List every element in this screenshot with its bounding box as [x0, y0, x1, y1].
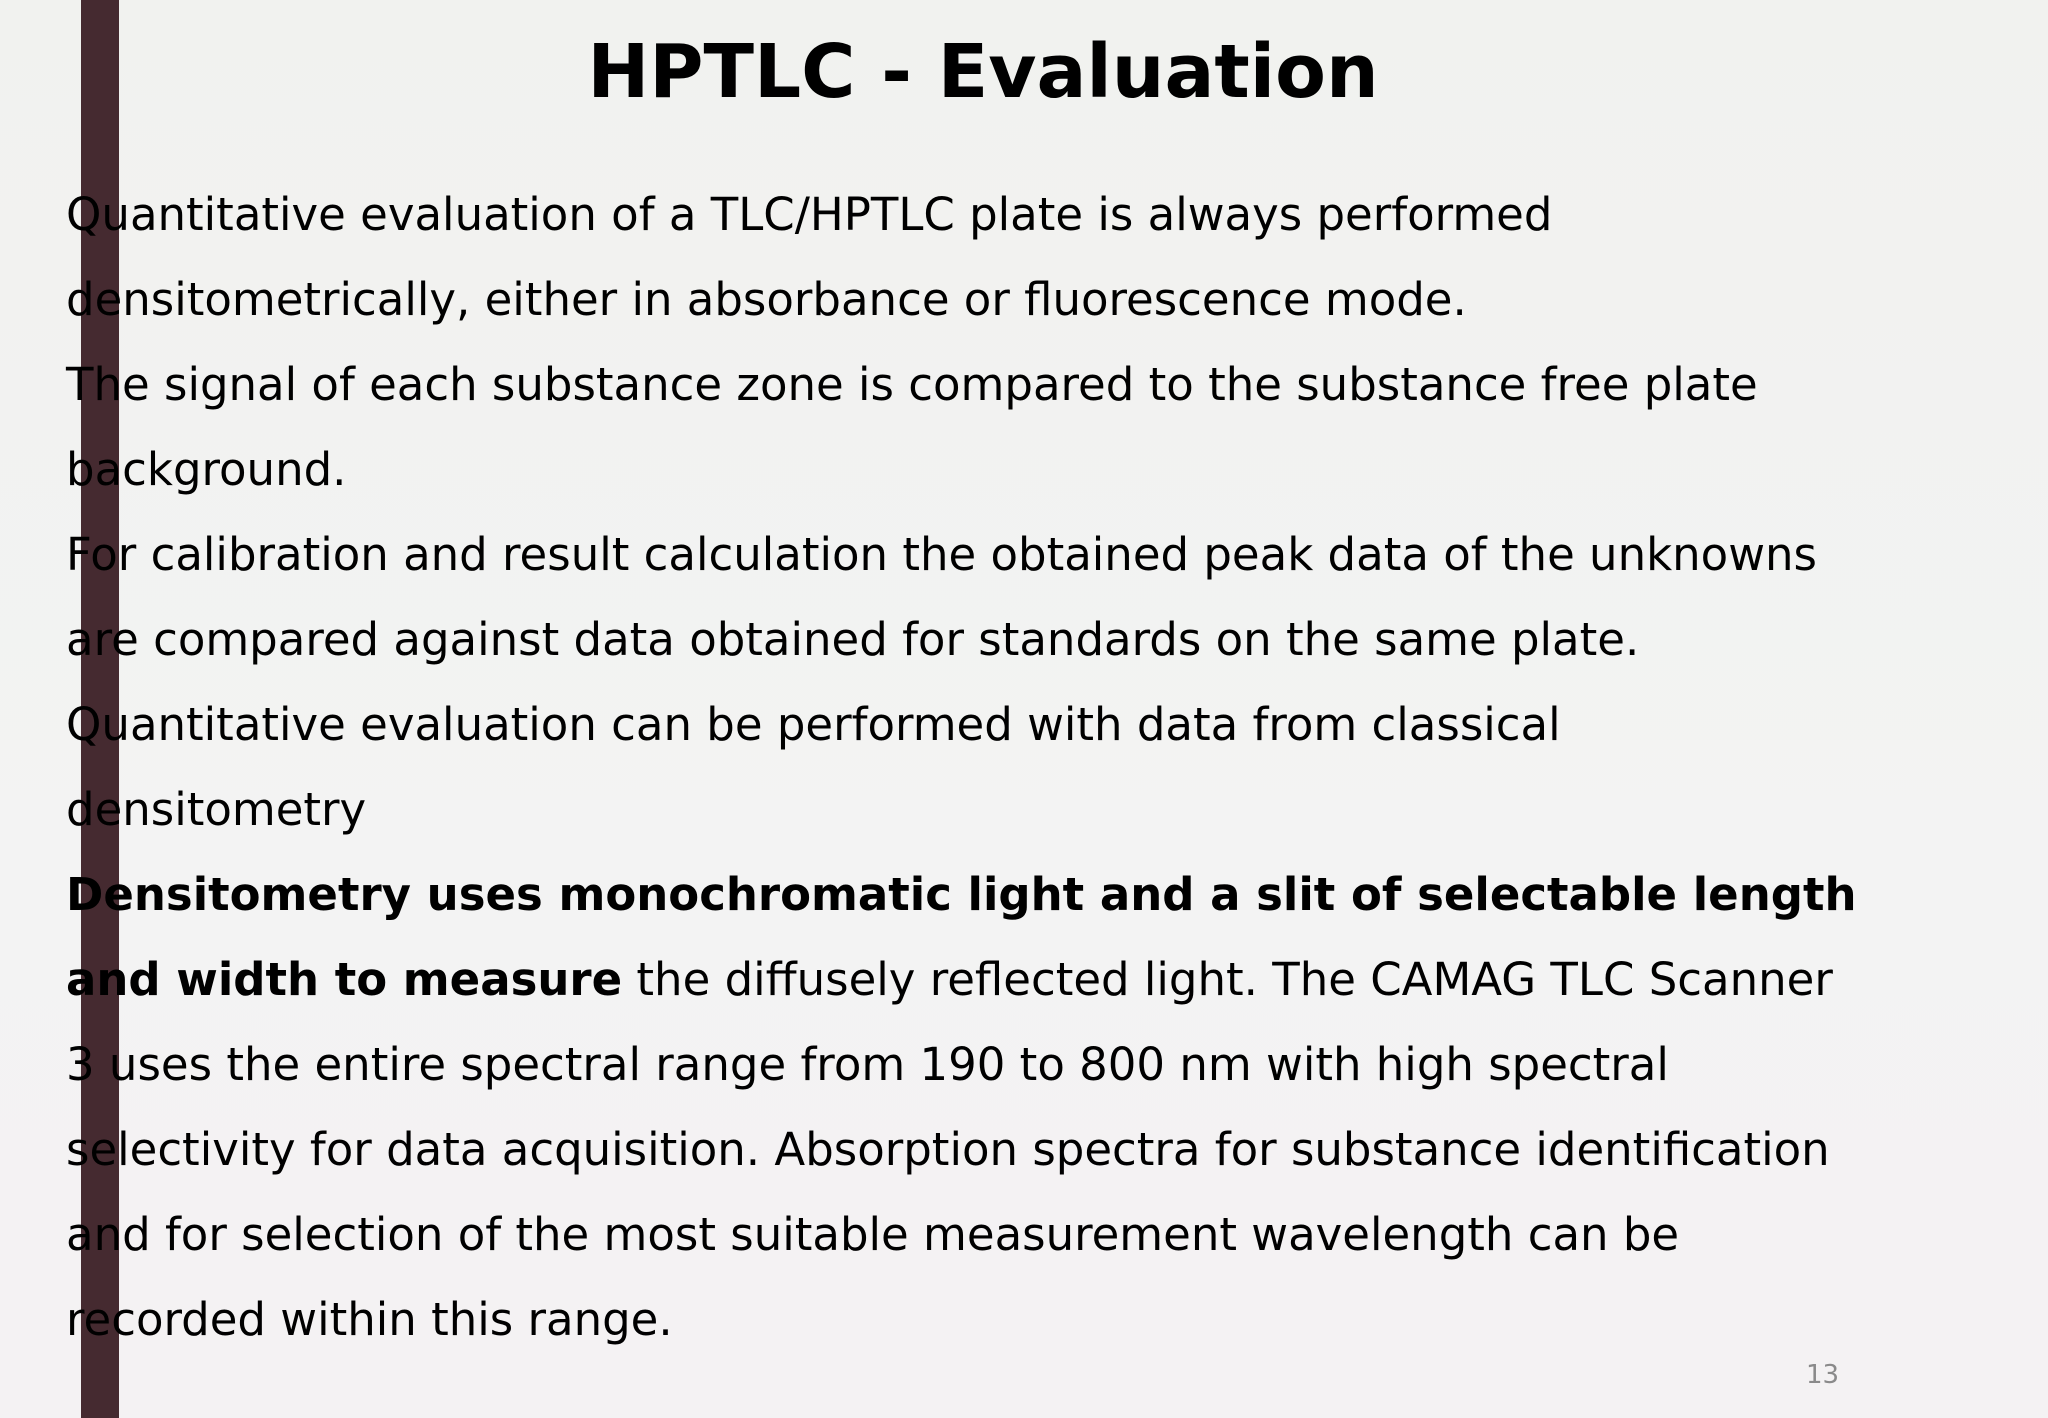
body-line-mixed — [66, 937, 2026, 1022]
body-line: and for selection of the most suitable measurement wavelength can be — [66, 1208, 1680, 1261]
body-line: densitometrically, either in absorbance or fluorescence mode. — [66, 273, 1467, 326]
body-line: Quantitative evaluation of a TLC/HPTLC plate is always performed — [66, 188, 1553, 241]
body-line: For calibration and result calculation the obtained peak data of the unknowns — [66, 528, 1817, 581]
body-line: Quantitative evaluation can be performed with data from classical — [66, 698, 1561, 751]
body-line: The signal of each substance zone is compared to the substance free plate — [66, 358, 1758, 411]
page-number: 13 — [1806, 1360, 1840, 1390]
body-line: background. — [66, 443, 347, 496]
body-line: densitometry — [66, 783, 367, 836]
bold-phrase: and width to measure — [66, 953, 623, 1006]
body-line: 3 uses the entire spectral range from 190 to 800 nm with high spectral — [66, 1038, 1669, 1091]
regular-phrase: the diffusely reflected light. The CAMAG TLC Scanner — [622, 953, 1833, 1006]
body-line: recorded within this range. — [66, 1293, 673, 1346]
body-line: are compared against data obtained for standards on the same plate. — [66, 613, 1640, 666]
slide-body — [66, 172, 2026, 1362]
body-line-bold: Densitometry uses monochromatic light and a slit of selectable length — [66, 868, 1857, 921]
slide-title: HPTLC - Evaluation — [587, 29, 1379, 115]
body-line: selectivity for data acquisition. Absorption spectra for substance identification — [66, 1123, 1830, 1176]
